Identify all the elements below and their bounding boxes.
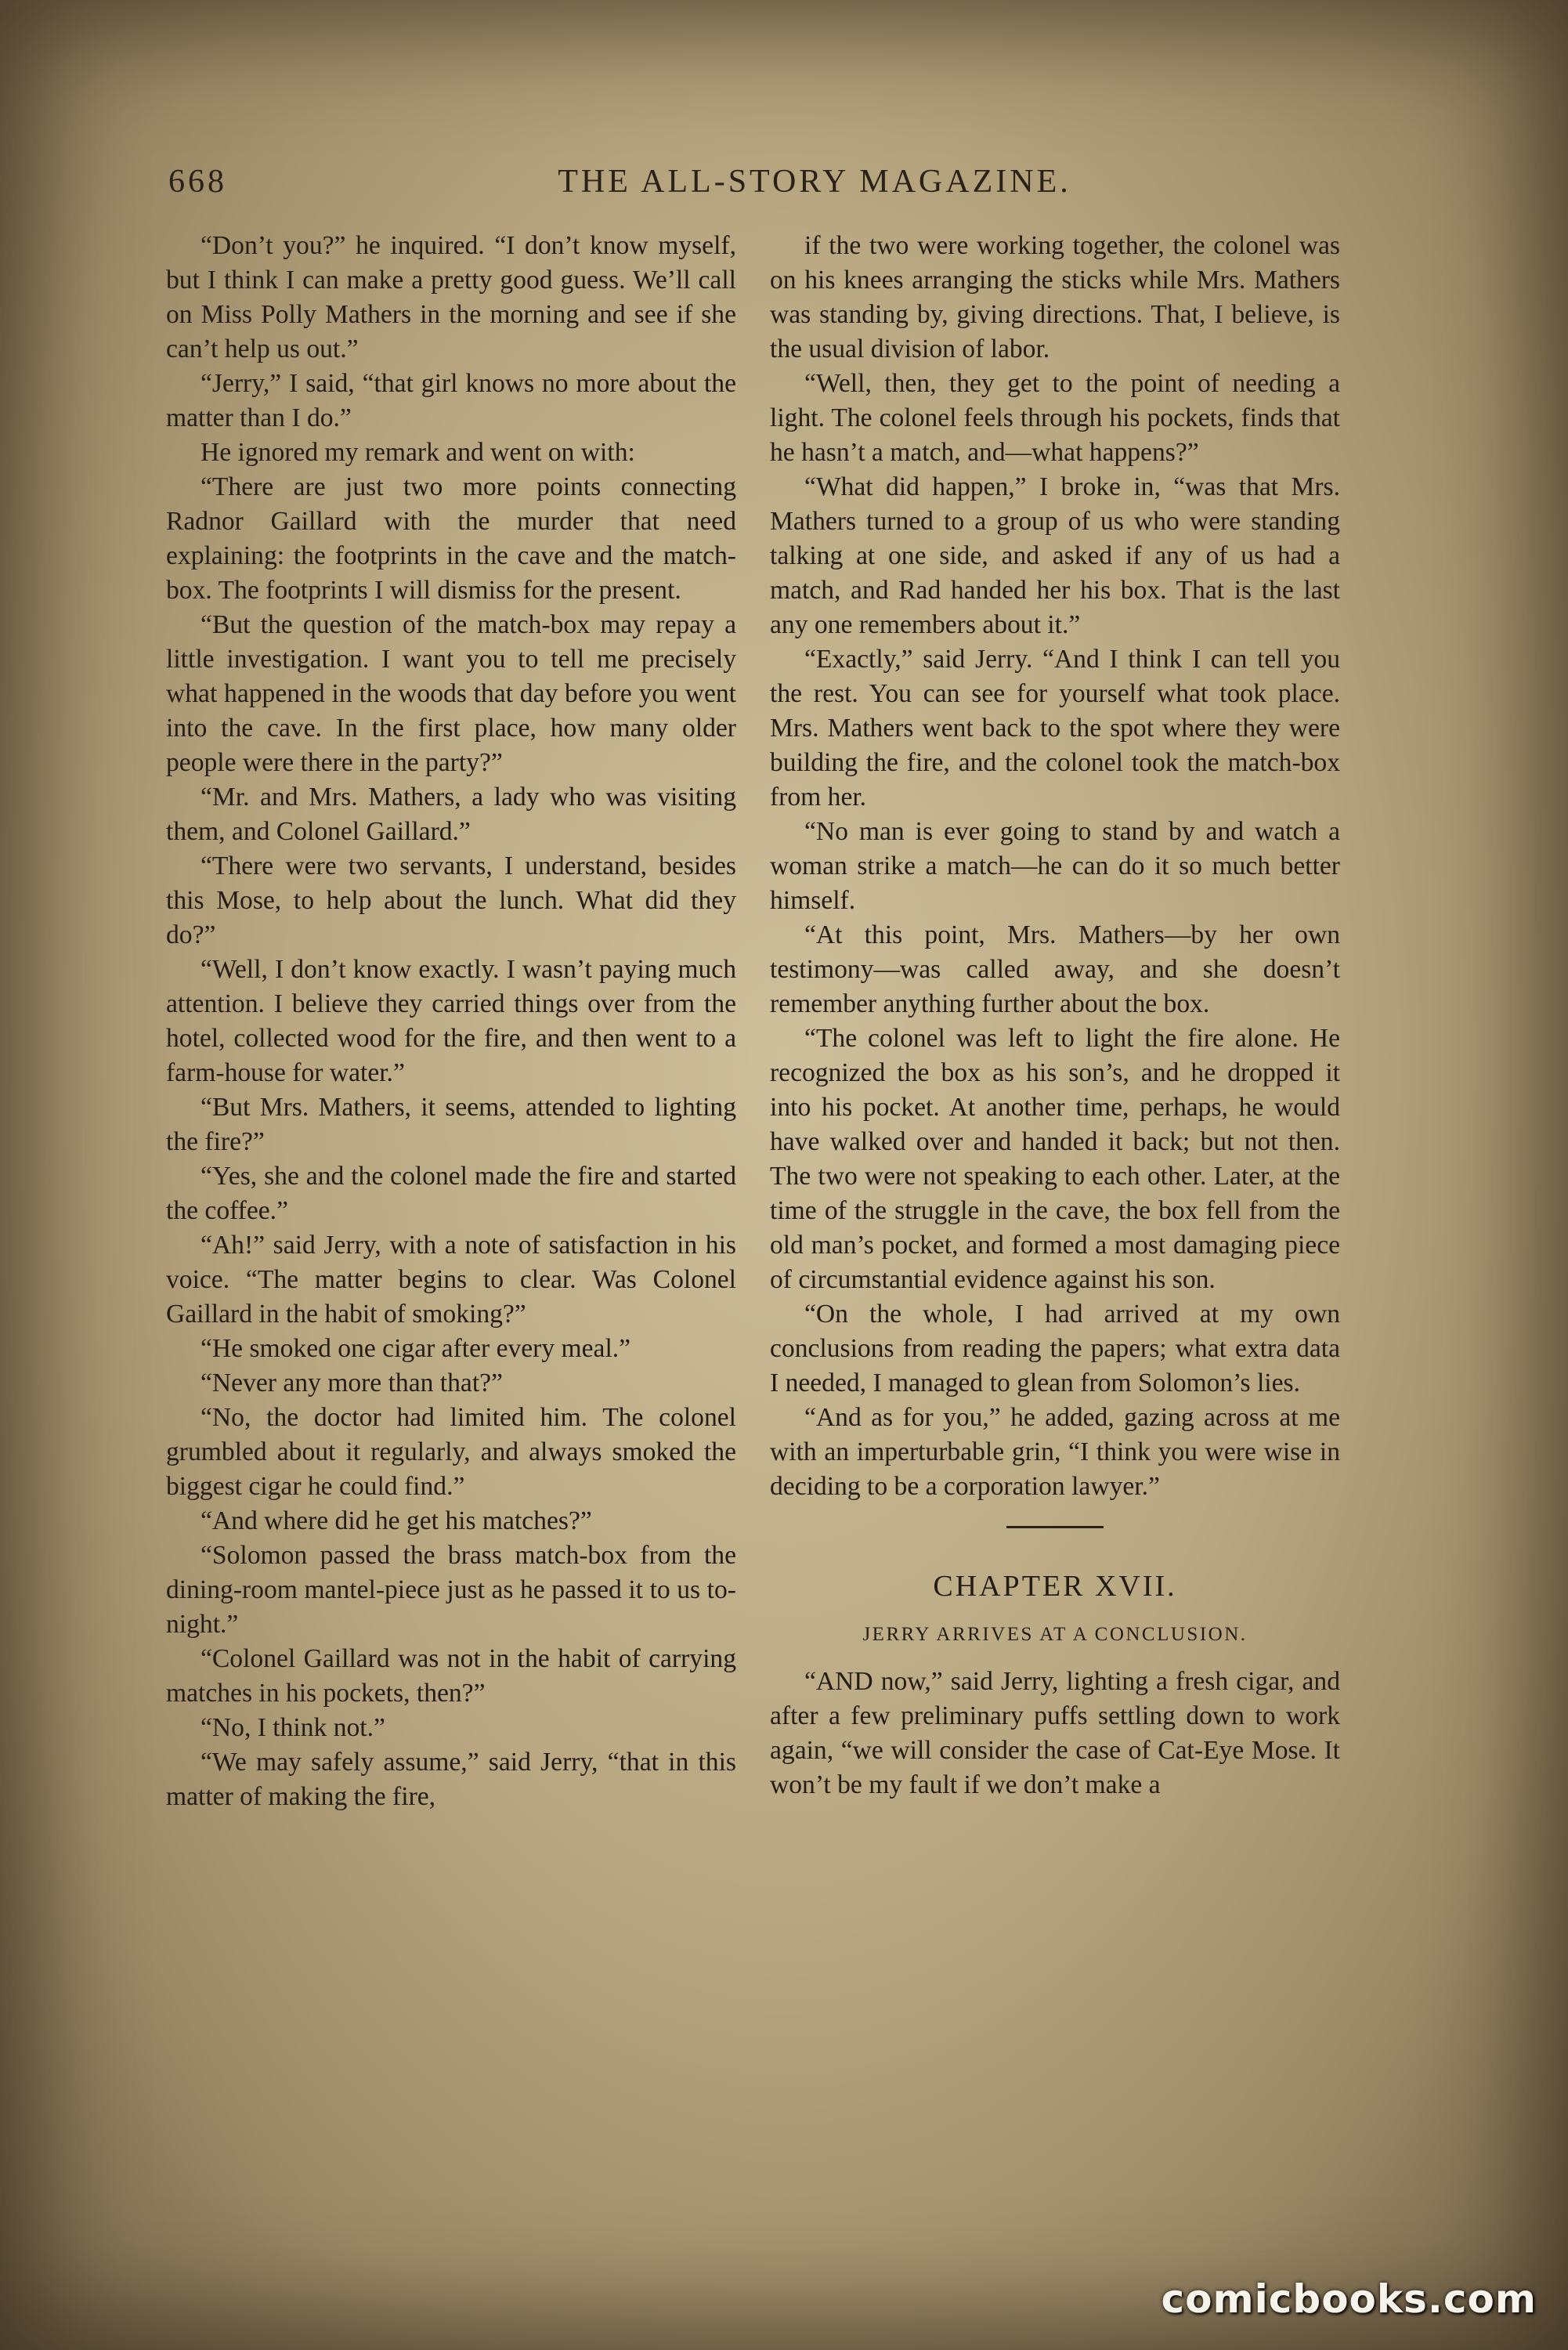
paragraph: “Mr. and Mrs. Mathers, a lady who was visiting them, and Colonel Gaillard.” <box>166 783 736 846</box>
paragraph: “Don’t you?” he inquired. “I don’t know myself, but I think I can make a pretty good guess. We’ll call on Miss Polly Mathers in the morning and see if she can’t help us out.” <box>166 231 736 363</box>
paragraph: “But Mrs. Mathers, it seems, attended to lighting the fire?” <box>166 1093 736 1156</box>
paragraph: “There were two servants, I understand, besides this Mose, to help about the lunch. What did they do?” <box>166 851 736 949</box>
paragraph: “There are just two more points connecting Radnor Gaillard with the murder that need explaining: the footprints in the cave and the match-box. The footprints I will dismiss for the present. <box>166 472 736 605</box>
paragraph: “Colonel Gaillard was not in the habit of carrying matches in his pockets, then?” <box>166 1644 736 1708</box>
paragraph: “No man is ever going to stand by and watch a woman strike a match—he can do it so much better himself. <box>770 817 1340 915</box>
chapter-title: CHAPTER XVII. <box>933 1570 1177 1603</box>
left-column <box>166 229 736 1814</box>
paragraph: “But the question of the match-box may repay a little investigation. I want you to tell me precisely what happened in the woods that day before you went into the cave. In the first place, how many older people were there in the party?” <box>166 610 736 777</box>
paragraph: “No, the doctor had limited him. The colonel grumbled about it regularly, and always smoked the biggest cigar he could find.” <box>166 1403 736 1501</box>
site-watermark: comicbooks.com <box>1161 2276 1537 2322</box>
chapter-subtitle: JERRY ARRIVES AT A CONCLUSION. <box>862 1624 1248 1645</box>
right-column <box>770 229 1340 1802</box>
paragraph: “Exactly,” said Jerry. “And I think I can tell you the rest. You can see for yourself what took place. Mrs. Mathers went back to the spot where they were building the fire, and the colonel took the match-box from her. <box>770 645 1340 812</box>
paragraph: “We may safely assume,” said Jerry, “that in this matter of making the fire, <box>166 1748 736 1811</box>
paragraph: “Yes, she and the colonel made the fire and started the coffee.” <box>166 1162 736 1225</box>
paragraph: “Well, I don’t know exactly. I wasn’t paying much attention. I believe they carried things over from the hotel, collected wood for the fire, and then went to a farm-house for water.” <box>166 955 736 1087</box>
paragraph: “Jerry,” I said, “that girl knows no more about the matter than I do.” <box>166 369 736 432</box>
paragraph: “He smoked one cigar after every meal.” <box>201 1334 631 1363</box>
right-column-text-top <box>770 229 1340 1504</box>
paragraph: “Solomon passed the brass match-box from the dining-room mantel-piece just as he passed it to us to-night.” <box>166 1541 736 1639</box>
paragraph: “No, I think not.” <box>201 1713 385 1742</box>
paragraph: “And as for you,” he added, gazing across at me with an imperturbable grin, “I think you were wise in deciding to be a corporation lawyer.” <box>770 1403 1340 1501</box>
paragraph: “AND now,” said Jerry, lighting a fresh cigar, and after a few preliminary puffs settling down to work again, “we will consider the case of Cat-Eye Mose. It won’t be my fault if we don’t make a <box>770 1667 1340 1799</box>
paragraph: He ignored my remark and went on with: <box>201 438 635 467</box>
page-header <box>168 163 1461 210</box>
paragraph: “Never any more than that?” <box>201 1368 503 1397</box>
paragraph: “The colonel was left to light the fire alone. He recognized the box as his son’s, and he dropped it into his pocket. At another time, perhaps, he would have walked over and handed it back; but not then. The two were not speaking to each other. Later, at the time of the struggle in the cave, the box fell from the old man’s pocket, and formed a most damaging piece of circumstantial evidence against his son. <box>770 1024 1340 1294</box>
paragraph: “On the whole, I had arrived at my own conclusions from reading the papers; what extra data I needed, I managed to glean from Solomon’s lies. <box>770 1300 1340 1397</box>
paragraph: if the two were working together, the colonel was on his knees arranging the sticks while Mrs. Mathers was standing by, giving directions. That, I believe, is the usual division of labor. <box>770 231 1340 363</box>
paragraph: “At this point, Mrs. Mathers—by her own testimony—was called away, and she doesn’t remember anything further about the box. <box>770 920 1340 1018</box>
paragraph: “Well, then, they get to the point of needing a light. The colonel feels through his pockets, finds that he hasn’t a match, and—what happens?” <box>770 369 1340 467</box>
paragraph: “What did happen,” I broke in, “was that Mrs. Mathers turned to a group of us who were standing talking at one side, and asked if any of us had a match, and Rad handed her his box. That is the last any one remembers about it.” <box>770 472 1340 639</box>
section-divider <box>1006 1526 1104 1528</box>
right-column-text-bottom <box>770 1665 1340 1802</box>
running-title: THE ALL-STORY MAGAZINE. <box>558 164 1071 200</box>
paragraph: “And where did he get his matches?” <box>201 1506 592 1535</box>
page-number: 668 <box>168 164 227 200</box>
paragraph: “Ah!” said Jerry, with a note of satisfaction in his voice. “The matter begins to clear. Was Colonel Gaillard in the habit of smoking?” <box>166 1231 736 1329</box>
